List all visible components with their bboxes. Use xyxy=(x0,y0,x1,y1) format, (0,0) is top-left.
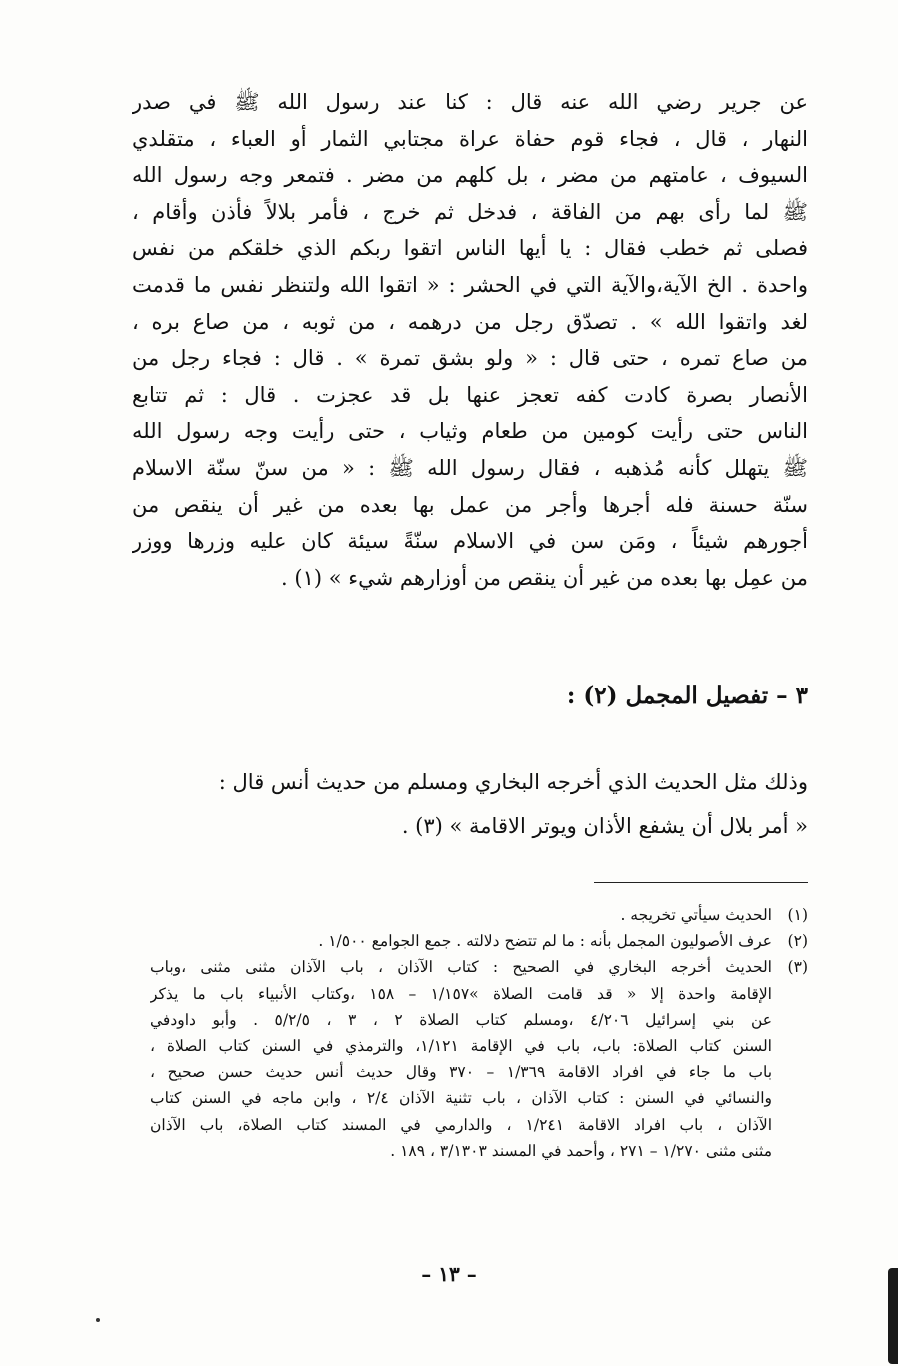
footnote-number: (٢) xyxy=(787,932,808,951)
scan-speck xyxy=(96,1318,100,1322)
text-line: فصلى ثم خطب فقال : يا أيها الناس اتقوا ربكم الذي خلقكم من نفس xyxy=(132,236,808,261)
page-number: – ١٣ – xyxy=(421,1262,477,1286)
footnote-line: والنسائي في السنن : كتاب الآذان ، باب تثنية الآذان ٢/٤ ، وابن ماجه في السنن كتاب xyxy=(150,1089,772,1108)
footnote-line: باب ما جاء في افراد الاقامة ١/٣٦٩ – ٣٧٠ وقال حديث أنس حديث حسن صحيح ، xyxy=(150,1063,772,1082)
text-line: النهار ، قال ، فجاء قوم حفاة عراة مجتابي الثمار أو العباء ، متقلدي xyxy=(132,126,808,151)
footnote xyxy=(150,954,808,1164)
footnote-line: الآذان ، باب افراد الاقامة ١/٢٤١ ، والدارمي في المسند كتاب الصلاة، باب الآذان xyxy=(150,1115,772,1134)
footnote-line: مثنى مثنى ١/٢٧٠ – ٢٧١ ، وأحمد في المسند ٣/١٣٠٣ ، ١٨٩ . xyxy=(390,1141,772,1160)
text-line: سنّة حسنة فله أجرها وأجر من عمل بها بعده من غير أن ينقص من xyxy=(132,492,808,517)
text-line: ﷺ يتهلل كأنه مُذهبه ، فقال رسول الله ﷺ : « من سنّ سنّة الاسلام xyxy=(132,455,808,480)
footnote xyxy=(150,902,808,928)
footnote-line: عرف الأصوليون المجمل بأنه : ما لم تتضح دلالته . جمع الجوامع ١/٥٠٠ . xyxy=(318,932,772,951)
text-line: الناس حتى رأيت كومين من طعام وثياب ، حتى رأيت وجه رسول الله xyxy=(132,419,808,444)
footnote-line: عن بني إسرائيل ٤/٢٠٦ ،ومسلم كتاب الصلاة ٢ ، ٣ ، ٥/٢/٥ . وأبو داودفي xyxy=(150,1010,772,1029)
text-line: واحدة . الخ الآية،والآية التي في الحشر : « اتقوا الله ولتنظر نفس ما قدمت xyxy=(132,272,808,297)
text-line: الأنصار بصرة كادت كفه تعجز عنها بل قد عجزت . قال : ثم تتابع xyxy=(132,382,808,407)
scan-edge-shadow xyxy=(888,1268,898,1364)
main-paragraph xyxy=(132,84,808,596)
text-line: وذلك مثل الحديث الذي أخرجه البخاري ومسلم من حديث أنس قال : xyxy=(218,770,808,794)
footnote-number: (٣) xyxy=(787,958,808,977)
text-line: السيوف ، عامتهم من مضر ، بل كلهم من مضر . فتمعر وجه رسول الله xyxy=(132,163,808,188)
section-heading: ٣ – تفصيل المجمل (٢) : xyxy=(566,682,808,709)
footnote-text xyxy=(150,902,772,928)
text-line: عن جرير رضي الله عنه قال : كنا عند رسول الله ﷺ في صدر xyxy=(132,90,808,114)
footnote-number: (١) xyxy=(787,906,808,924)
footnote-line: الحديث سيأتي تخريجه . xyxy=(620,906,772,924)
footnote-text xyxy=(150,954,772,1164)
footnote-separator xyxy=(594,882,808,883)
text-line: من صاع تمره ، حتى قال : « ولو بشق تمرة » . قال : فجاء رجل من xyxy=(132,346,808,371)
text-line: « أمر بلال أن يشفع الأذان ويوتر الاقامة » (٣) . xyxy=(401,814,808,838)
footnote-line: الإقامة واحدة إلا « قد قامت الصلاة »١/١٥٧ – ١٥٨ ،وكتاب الأنبياء باب ما يذكر xyxy=(150,984,772,1003)
text-line: ﷺ لما رأى بهم من الفاقة ، فدخل ثم خرج ، فأمر بلالاً فأذن وأقام ، xyxy=(132,199,808,224)
footnote-line: السنن كتاب الصلاة: باب، باب في الإقامة ١/١٢١، والترمذي في السنن كتاب الصلاة ، xyxy=(150,1036,772,1055)
text-line: أجورهم شيئاً ، ومَن سن في الاسلام سنّةً سيئة كان عليه وزرها ووزر xyxy=(132,529,808,554)
footnote xyxy=(150,928,808,954)
section-paragraph xyxy=(132,760,808,848)
text-line: من عمِل بها بعده من غير أن ينقص من أوزارهم شيء » (١) . xyxy=(281,565,808,590)
footnote-text xyxy=(150,928,772,954)
footnotes xyxy=(150,902,808,1164)
footnote-line: الحديث أخرجه البخاري في الصحيح : كتاب الآذان ، باب الآذان مثنى مثنى ،وباب xyxy=(150,958,772,977)
text-line: لغد واتقوا الله » . تصدّق رجل من درهمه ، من ثوبه ، من صاع بره ، xyxy=(132,309,808,334)
